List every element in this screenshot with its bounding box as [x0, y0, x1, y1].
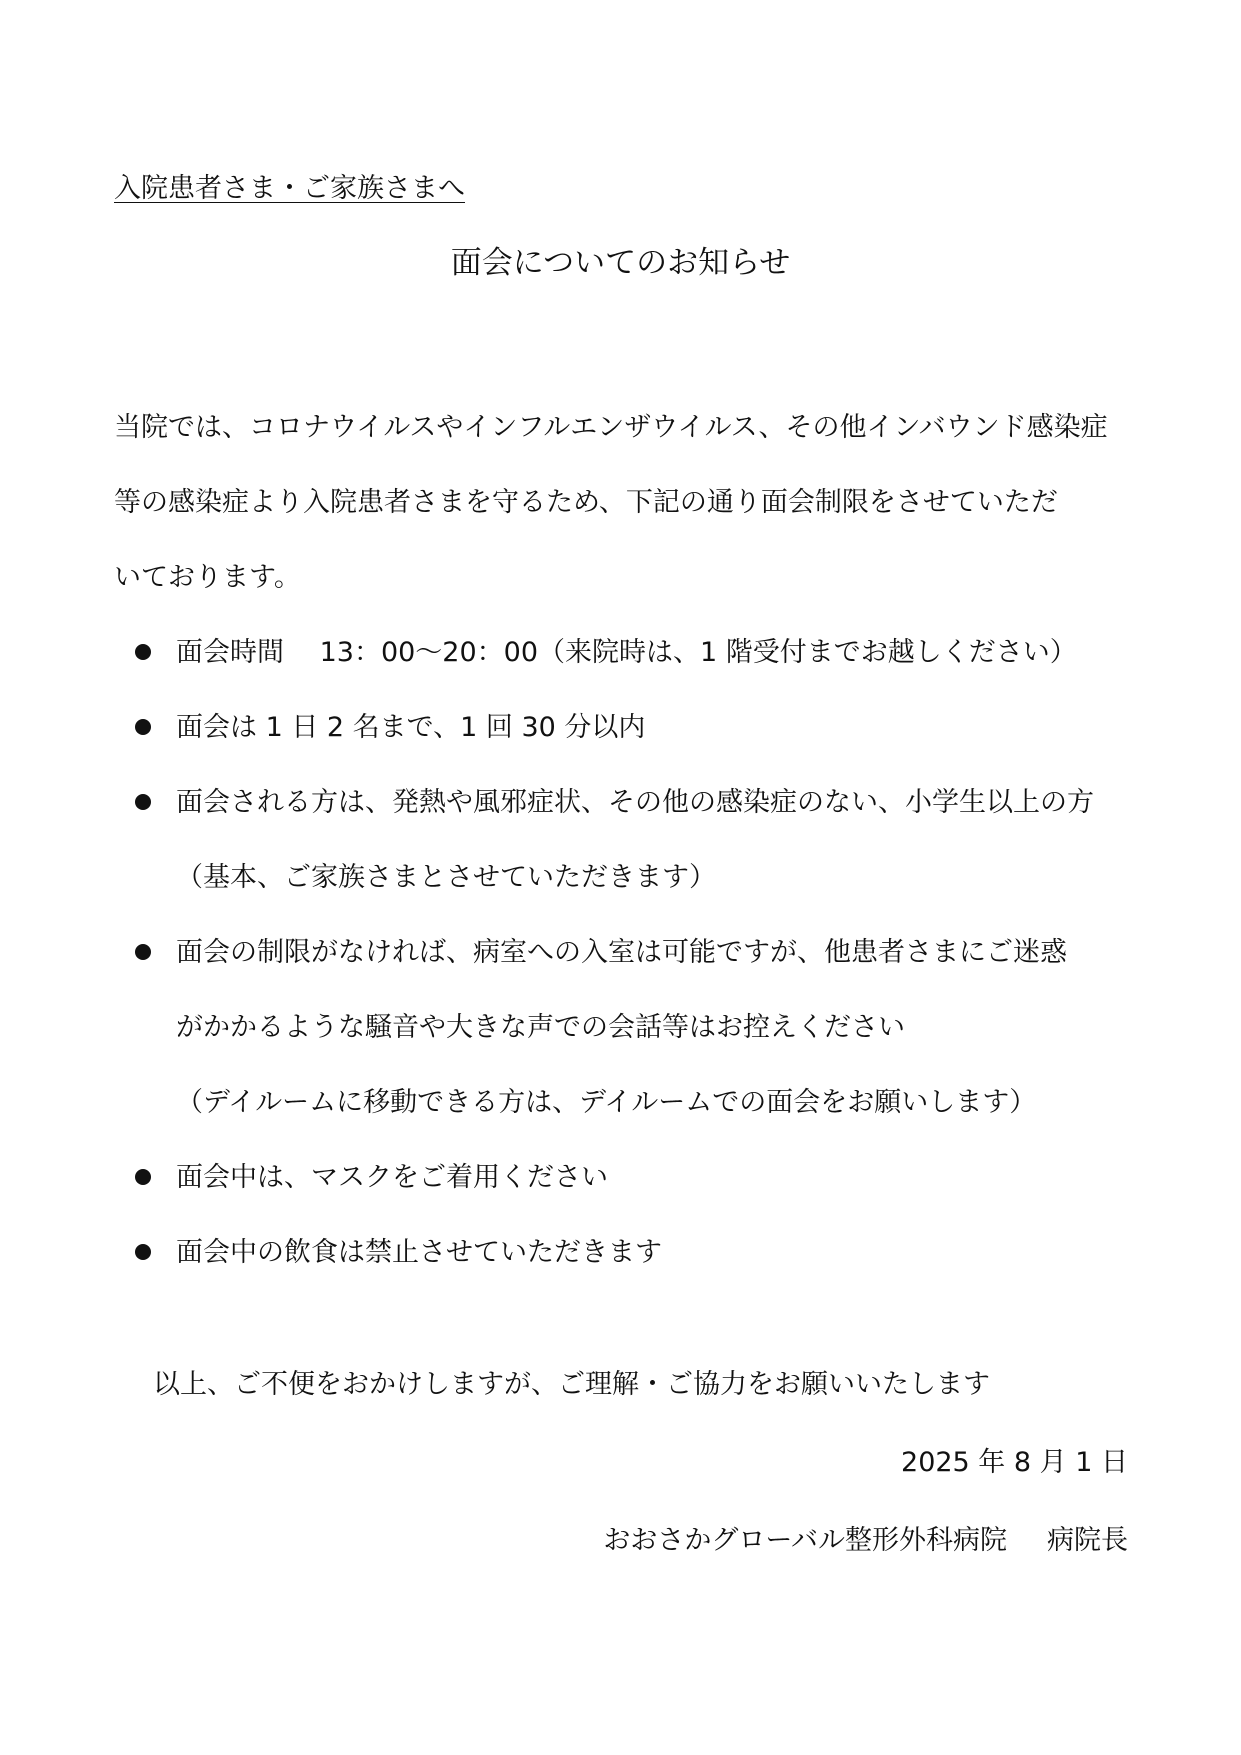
- notice-title: 面会についてのお知らせ: [450, 245, 791, 281]
- rule-text: （デイルームに移動できる方は、デイルームでの面会をお願いします）: [176, 1087, 1037, 1118]
- rule-visitor-limit: [114, 690, 1144, 765]
- rule-text: 面会時間 13：00～20：00（来院時は、1 階受付までお越しください）: [176, 637, 1077, 668]
- bullet-icon: [135, 1244, 151, 1260]
- rule-eligible-visitors: [114, 765, 1144, 915]
- intro-line: 当院では、コロナウイルスやインフルエンザウイルス、その他インバウンド感染症: [114, 412, 1108, 443]
- signatory-role: 病院長: [1047, 1525, 1128, 1556]
- rule-text: 面会の制限がなければ、病室への入室は可能ですが、他患者さまにご迷惑: [176, 937, 1067, 968]
- rule-text: 面会は 1 日 2 名まで、1 回 30 分以内: [176, 712, 646, 743]
- rule-text: 面会中の飲食は禁止させていただきます: [176, 1237, 662, 1268]
- intro-line: いております。: [114, 562, 301, 593]
- bullet-icon: [135, 1169, 151, 1185]
- signature-line: [603, 1521, 1128, 1561]
- rule-text: （基本、ご家族さまとさせていただきます）: [176, 862, 716, 893]
- rule-text: 面会される方は、発熱や風邪症状、その他の感染症のない、小学生以上の方: [176, 787, 1094, 818]
- rule-visiting-hours: [114, 615, 1144, 690]
- rule-room-entry: [114, 915, 1144, 1140]
- rule-text: がかかるような騒音や大きな声での会話等はお控えください: [176, 1012, 905, 1043]
- notice-date: 2025 年 8 月 1 日: [901, 1447, 1128, 1478]
- bullet-icon: [135, 794, 151, 810]
- rule-no-eating: [114, 1215, 1144, 1290]
- intro-line: 等の感染症より入院患者さまを守るため、下記の通り面会制限をさせていただ: [114, 487, 1058, 518]
- rule-text: 面会中は、マスクをご着用ください: [176, 1162, 608, 1193]
- rule-mask: [114, 1140, 1144, 1215]
- visiting-rules-list: [114, 615, 1144, 1290]
- bullet-icon: [135, 944, 151, 960]
- addressee-line: 入院患者さま・ご家族さまへ: [114, 173, 465, 204]
- closing-remark: 以上、ご不便をおかけしますが、ご理解・ご協力をお願いいたします: [153, 1369, 990, 1400]
- hospital-name: おおさかグローバル整形外科病院: [603, 1525, 1007, 1556]
- intro-paragraph: [114, 390, 1144, 615]
- bullet-icon: [135, 719, 151, 735]
- bullet-icon: [135, 644, 151, 660]
